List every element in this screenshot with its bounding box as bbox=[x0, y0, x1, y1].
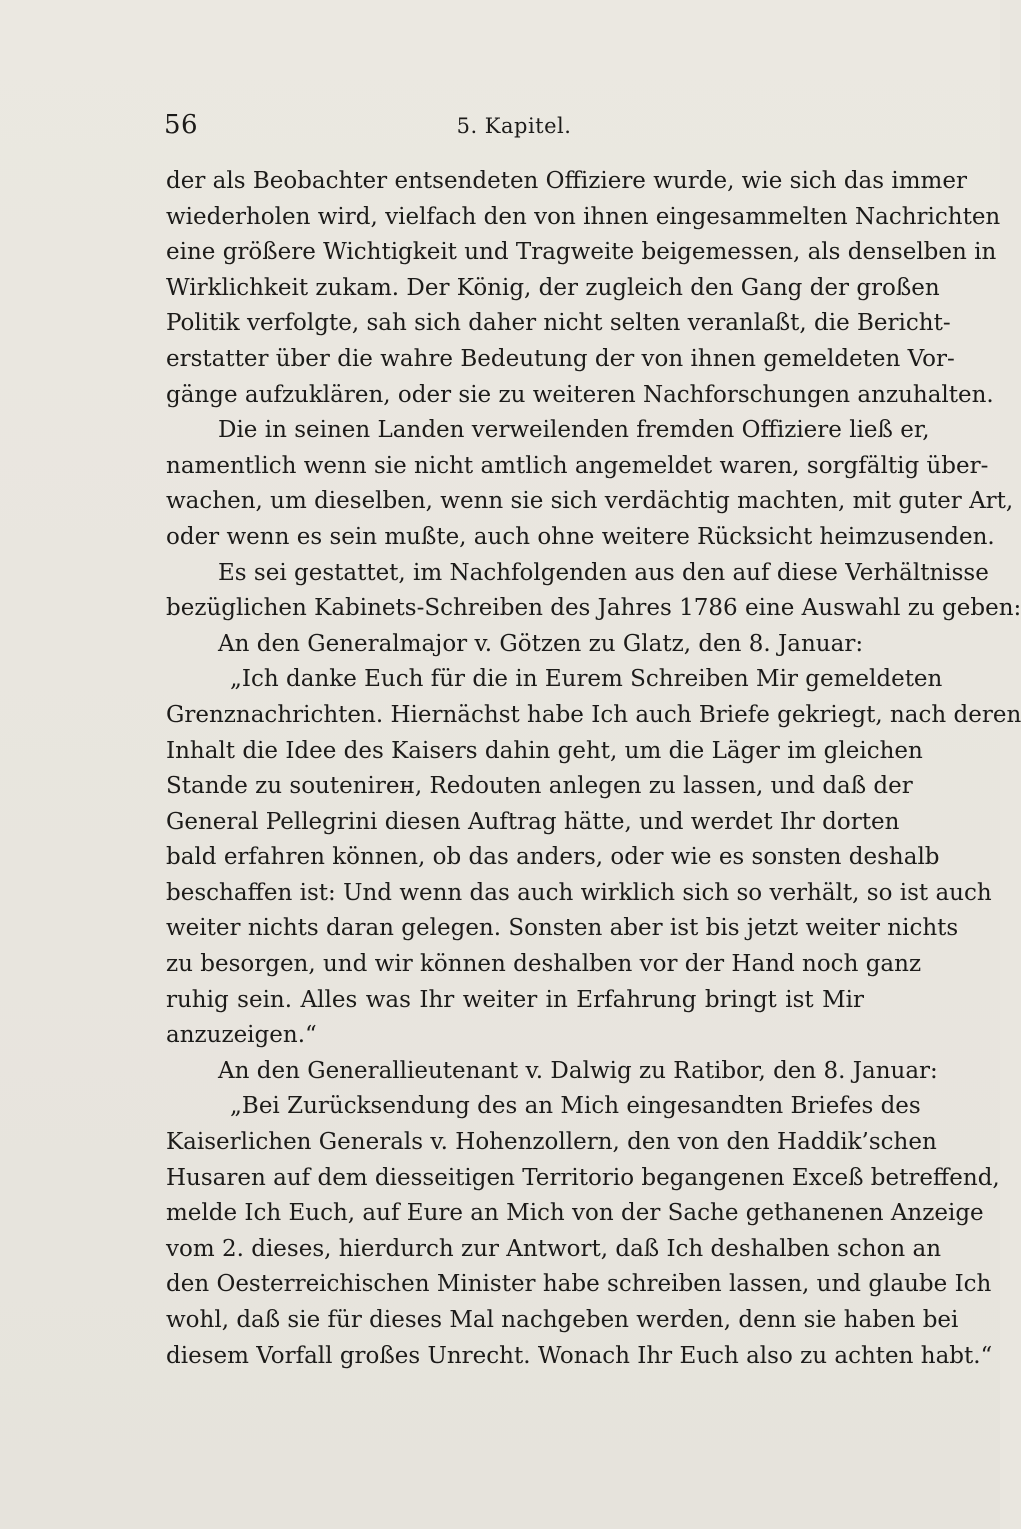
text-line: der als Beobachter entsendeten Offiziere wurde, wie sich das immer bbox=[166, 168, 967, 194]
text-line: wiederholen wird, vielfach den von ihnen eingesammelten Nachrichten bbox=[166, 203, 1001, 230]
text-line: diesem Vorfall großes Unrecht. Wonach Ihr Euch also zu achten habt.“ bbox=[166, 1342, 993, 1369]
text-line: General Pellegrini diesen Auftrag hätte, und werdet Ihr dorten bbox=[166, 808, 900, 835]
text-line: weiter nichts daran gelegen. Sonsten aber ist bis jetzt weiter nichts bbox=[166, 915, 959, 942]
text-line: wachen, um dieselben, wenn sie sich verdächtig machten, mit guter Art, bbox=[166, 488, 1014, 515]
text-line: zu besorgen, und wir können deshalben vor der Hand noch ganz bbox=[166, 951, 922, 978]
text-line: den Oesterreichischen Minister habe schreiben lassen, und glaube Ich bbox=[166, 1271, 992, 1298]
text-line: Politik verfolgte, sah sich daher nicht selten veranlaßt, die Bericht- bbox=[166, 310, 951, 337]
text-line: Es sei gestattet, im Nachfolgenden aus den auf diese Verhältnisse bbox=[218, 559, 989, 586]
text-line: „Bei Zurücksendung des an Mich eingesandten Briefes des bbox=[230, 1093, 921, 1120]
text-line: vom 2. dieses, hierdurch zur Antwort, daß Ich deshalben schon an bbox=[166, 1235, 942, 1262]
running-head: 5. Kapitel. bbox=[456, 114, 572, 138]
text-line: beschaffen ist: Und wenn das auch wirklich sich so verhält, so ist auch bbox=[166, 879, 992, 906]
text-line: bezüglichen Kabinets-Schreiben des Jahres 1786 eine Auswahl zu geben: bbox=[166, 595, 1021, 622]
text-line: Husaren auf dem diesseitigen Territorio begangenen Exceß betreffend, bbox=[166, 1164, 1000, 1191]
text-line: An den Generallieutenant v. Dalwig zu Ratibor, den 8. Januar: bbox=[218, 1057, 938, 1084]
body-text bbox=[166, 164, 1021, 1374]
text-line: „Ich danke Euch für die in Eurem Schreiben Mir gemeldeten bbox=[230, 666, 943, 693]
page-header bbox=[164, 110, 864, 150]
text-line: oder wenn es sein mußte, auch ohne weitere Rücksicht heimzusenden. bbox=[166, 523, 995, 550]
text-line: bald erfahren können, ob das anders, oder wie es sonsten deshalb bbox=[166, 844, 940, 871]
text-line: eine größere Wichtigkeit und Tragweite beigemessen, als denselben in bbox=[166, 239, 997, 266]
text-line: Kaiserlichen Generals v. Hohenzollern, den von den Haddik’schen bbox=[166, 1129, 937, 1156]
text-line: gänge aufzuklären, oder sie zu weiteren Nachforschungen anzuhalten. bbox=[166, 381, 994, 408]
text-line: erstatter über die wahre Bedeutung der von ihnen gemeldeten Vor- bbox=[166, 345, 955, 372]
text-line: wohl, daß sie für dieses Mal nachgeben werden, denn sie haben bei bbox=[166, 1307, 959, 1333]
text-line: An den Generalmajor v. Götzen zu Glatz, den 8. Januar: bbox=[218, 630, 864, 657]
text-line: Die in seinen Landen verweilenden fremden Offiziere ließ er, bbox=[218, 417, 930, 444]
text-line: Grenznachrichten. Hiernächst habe Ich auch Briefe gekriegt, nach deren bbox=[166, 701, 1021, 728]
text-line: Inhalt die Idee des Kaisers dahin geht, um die Läger im gleichen bbox=[166, 737, 923, 764]
text-line: Wirklichkeit zukam. Der König, der zugleich den Gang der großen bbox=[166, 274, 940, 301]
text-line: namentlich wenn sie nicht amtlich angemeldet waren, sorgfältig über- bbox=[166, 452, 989, 479]
text-line: anzuzeigen.“ bbox=[166, 1022, 317, 1049]
text-line: Stande zu soutenirен, Redouten anlegen zu lassen, und daß der bbox=[166, 773, 913, 800]
page-number: 56 bbox=[164, 110, 199, 140]
text-line: ruhig sein. Alles was Ihr weiter in Erfahrung bringt ist Mir bbox=[166, 986, 864, 1013]
text-line: melde Ich Euch, auf Eure an Mich von der Sache gethanenen Anzeige bbox=[166, 1200, 984, 1227]
